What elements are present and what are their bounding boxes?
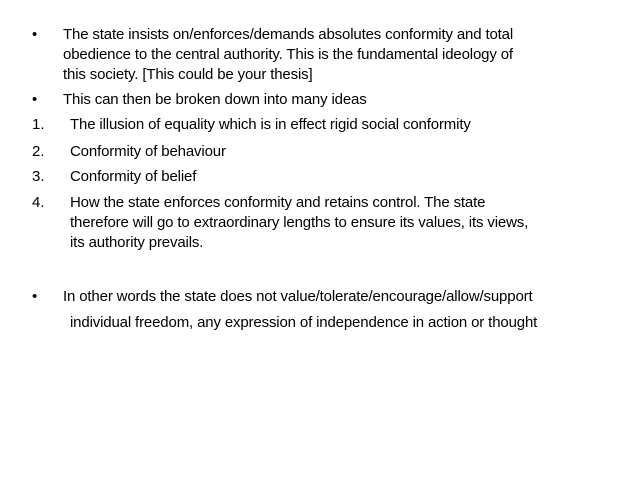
number-marker: 3. (32, 168, 45, 185)
item-6-line-2: therefore will go to extraordinary lengths to ensure its values, its views, (70, 214, 529, 231)
item-7-line-2: individual freedom, any expression of independence in action or thought (70, 314, 538, 331)
bullet-marker: • (32, 91, 38, 108)
bullet-marker: • (32, 26, 38, 43)
item-1-line-3: this society. [This could be your thesis] (63, 66, 313, 83)
item-1-line-2: obedience to the central authority. This is the fundamental ideology of (63, 46, 513, 63)
item-6-line-1: How the state enforces conformity and retains control. The state (70, 194, 486, 211)
item-1-line-1: The state insists on/enforces/demands absolutes conformity and total (63, 26, 514, 43)
number-marker: 1. (32, 116, 45, 133)
number-marker: 4. (32, 194, 45, 211)
item-3-line-1: The illusion of equality which is in effect rigid social conformity (70, 116, 471, 133)
number-marker: 2. (32, 143, 45, 160)
bullet-marker: • (32, 288, 38, 305)
item-6-line-3: its authority prevails. (70, 234, 204, 251)
item-2-line-1: This can then be broken down into many ideas (63, 91, 367, 108)
item-4-line-1: Conformity of behaviour (70, 143, 226, 160)
item-5-line-1: Conformity of belief (70, 168, 197, 185)
item-7-line-1: In other words the state does not value/tolerate/encourage/allow/support (63, 288, 533, 305)
